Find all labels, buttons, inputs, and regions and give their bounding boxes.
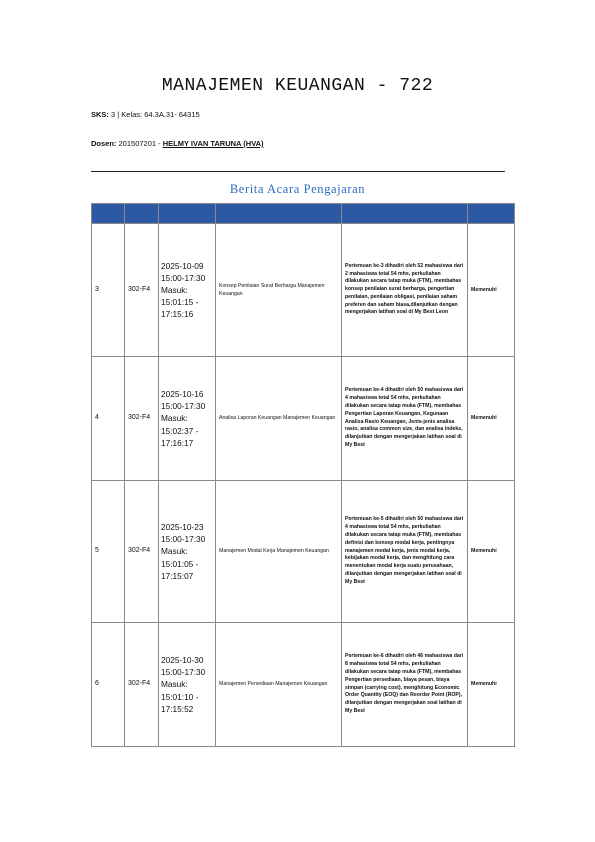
cell-time: 2025-10-23 15:00-17:30 Masuk: 15:01:05 - 17:15:07 xyxy=(159,481,216,623)
table-row xyxy=(92,481,515,623)
cell-topic: Konsep Penilaian Surat Berharga Manajemen Keuangan xyxy=(216,224,342,357)
cell-time: 2025-10-16 15:00-17:30 Masuk: 15:02:37 - 17:16:17 xyxy=(159,357,216,481)
cell-no: 5 xyxy=(92,481,125,623)
cell-description: Pertemuan ke-3 dihadiri oleh 52 mahasiswa dari 2 mahasiswa total 54 mhs, perkuliahan dilakukan secara tatap muka (FTM), membahas konsep penilaian surat berharga, pengertian penilaian, penilaian obligasi, penilaian saham preferen dan saham biasa,dilanjutkan dengan mengerjakan latihan soal di My Best Leon xyxy=(342,224,468,357)
cell-description: Pertemuan ke-5 dihadiri oleh 50 mahasiswa dari 4 mahasiswa total 54 mhs, perkuliahan dilakukan secara tatap muka (FTM), membahas definisi dan konsep modal kerja, pentingnya manajemen modal kerja, jenis modal kerja, kebijakan modal kerja, dan menghitung cara menentukan modal kerja suatu perusahaan, dilanjutkan dengan mengerjakan latihan soal di My Best xyxy=(342,481,468,623)
cell-room: 302-F4 xyxy=(125,481,159,623)
section-title: Berita Acara Pengajaran xyxy=(229,182,366,196)
header-cell-description xyxy=(342,204,468,224)
cell-description: Pertemuan ke-6 dihadiri oleh 46 mahasiswa dari 8 mahasiswa total 54 mhs, perkuliahan dilakukan secara tatap muka (FTM), membahas Pengertian persediaan, biaya pesan, biaya simpan (carrying cost), menghitung Economic Order Quantity (EOQ) dan Reorder Point (ROP), dilanjutkan dengan mengerjakan soal latihan di My Best xyxy=(342,623,468,747)
divider-line xyxy=(91,171,505,172)
cell-room: 302-F4 xyxy=(125,357,159,481)
header-cell-no xyxy=(92,204,125,224)
dosen-code: 201507201 - xyxy=(116,139,163,148)
header-cell-status xyxy=(468,204,515,224)
cell-no: 3 xyxy=(92,224,125,357)
cell-time: 2025-10-30 15:00-17:30 Masuk: 15:01:10 - 17:15:52 xyxy=(159,623,216,747)
table-row xyxy=(92,224,515,357)
table-row xyxy=(92,623,515,747)
cell-time: 2025-10-09 15:00-17:30 Masuk: 15:01:15 - 17:15:16 xyxy=(159,224,216,357)
cell-description: Pertemuan ke-4 dihadiri oleh 50 mahasiswa dari 4 mahasiswa total 54 mhs, perkuliahan dilakukan secara tatap muka (FTM), membahas Pengertian Laporan Keuangan, Kegunaan Analisa Rasio Keuangan, Jenis-jenis analisa rasio, analisa common size, dan analisa indeks, dilanjutkan dengan mengerjakan latihan soal di My Best xyxy=(342,357,468,481)
cell-status: Memenuhi xyxy=(468,623,515,747)
cell-topic: Manajemen Persediaan Manajemen Keuangan xyxy=(216,623,342,747)
course-info xyxy=(91,110,200,119)
lecturer-info xyxy=(91,139,264,148)
lecturer-name: HELMY IVAN TARUNA (HVA) xyxy=(162,139,264,148)
cell-no: 4 xyxy=(92,357,125,481)
document-title: MANAJEMEN KEUANGAN - 722 xyxy=(161,76,434,96)
dosen-label: Dosen: xyxy=(91,139,117,148)
cell-status: Memenuhi xyxy=(468,224,515,357)
cell-room: 302-F4 xyxy=(125,224,159,357)
table-header-row xyxy=(92,204,515,224)
teaching-record-table xyxy=(91,203,515,747)
header-cell-time xyxy=(159,204,216,224)
header-cell-room xyxy=(125,204,159,224)
cell-status: Memenuhi xyxy=(468,481,515,623)
header-cell-topic xyxy=(216,204,342,224)
cell-topic: Manajemen Modal Kerja Manajemen Keuangan xyxy=(216,481,342,623)
cell-room: 302-F4 xyxy=(125,623,159,747)
sks-label: SKS: xyxy=(91,110,109,119)
cell-no: 6 xyxy=(92,623,125,747)
sks-class-info: 3 | Kelas: 64.3A.31- 64315 xyxy=(108,110,200,119)
table-row xyxy=(92,357,515,481)
cell-status: Memenuhi xyxy=(468,357,515,481)
cell-topic: Analisa Laporan Keuangan Manajemen Keuangan xyxy=(216,357,342,481)
